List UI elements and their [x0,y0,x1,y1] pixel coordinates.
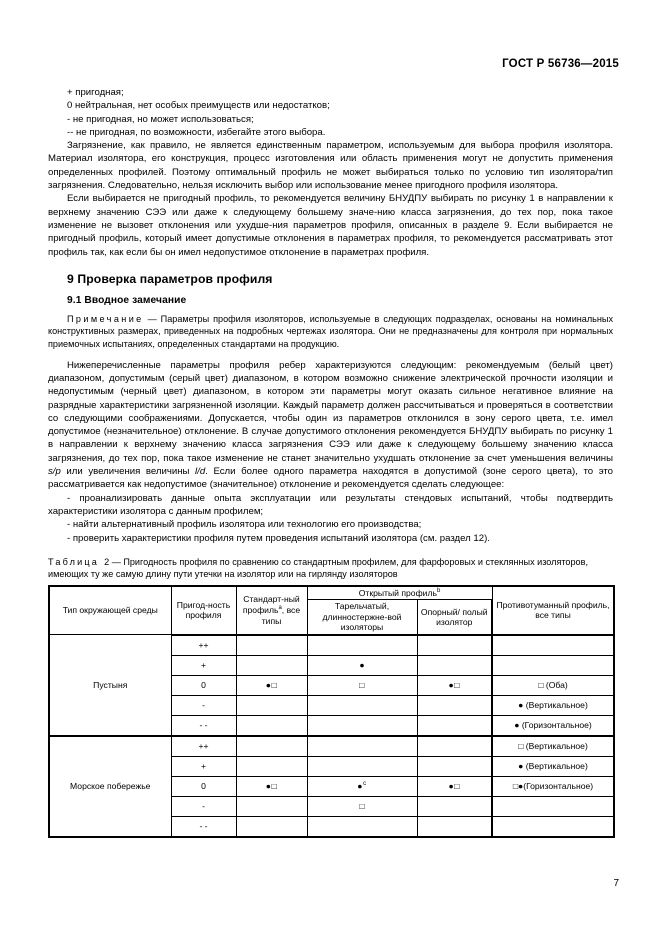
rating-legend-item-0: + пригодная; [67,87,124,98]
cell-standard-profile: ●□ [236,776,307,796]
footnote-marker-c: c [363,781,367,788]
cell-rating: - [171,695,236,715]
header-standard-profile-text: Стандарт-ный профиль [242,594,300,615]
header-env-type: Тип окружающей среды [49,586,171,635]
footnote-marker-a: a [278,605,282,612]
cell-cap-long-rod [307,816,417,837]
cell-post-hollow [417,816,492,837]
table-caption-text: — Пригодность профиля по сравнению со стандартным профилем, для фарфоровых и стеклянных изоляторов, имеющих ту же самую длину пути утечки на изолятор или на гирлянду изоляторов [48,556,588,580]
rating-legend-item-1: 0 нейтральная, нет особых преимуществ или недостатков; [67,100,330,112]
table-row [49,736,614,757]
cell-env-sea-coast: Морское побережье [49,736,171,837]
cell-antifog: □●(Горизонтальное) [492,776,614,796]
cell-antifog [492,796,614,816]
table-profile-suitability [48,585,615,838]
cell-cap-long-rod: ● [307,655,417,675]
cell-rating: 0 [171,675,236,695]
header-antifog-profile: Противотуманный профиль, все типы [492,586,614,635]
cell-standard-profile [236,796,307,816]
variable-l-over-d: l/d [195,466,206,478]
paragraph-pollution-parameter: Загрязнение, как правило, не является единственным параметром, используемым для выбора профиля изолятора. Материал изолятора, его конструкция, процесс изготовления или область применения могут не допустить применения определенных профилей. Поэтому оптимальный профиль не может выбираться только по условию тип изолятора/тип загрязнения. Следовательно, нельзя исключить выбор или использование менее пригодного профиля изолятора. [48,140,613,192]
cell-cap-long-rod [307,756,417,776]
recommendation-bullet-1: - найти альтернативный профиль изолятора или технологию его производства; [67,519,422,531]
cell-cap-marker: ● [357,781,364,792]
cell-post-hollow [417,736,492,757]
cell-cap-long-rod: □ [307,796,417,816]
header-cap-and-long-rod: Тарельчатый, длинностержне-вой изоляторы [307,600,417,635]
note-label: Примечание [67,313,144,324]
cell-cap-long-rod [307,635,417,656]
cell-rating: 0 [171,776,236,796]
cell-standard-profile [236,736,307,757]
cell-post-hollow [417,796,492,816]
header-suitability: Пригод-ность профиля [171,586,236,635]
recommendation-bullet-0: - проанализировать данные опыта эксплуатации или результаты стендовых испытаний, чтобы подтвердить характеристики изолятора с данным профилем; [48,492,613,517]
cell-standard-profile [236,655,307,675]
cell-antifog: ● (Горизонтальное) [492,715,614,736]
page-header-standard: ГОСТ Р 56736—2015 [502,58,619,70]
cell-antifog: □ (Вертикальное) [492,736,614,757]
header-post-hollow: Опорный/ полый изолятор [417,600,492,635]
cell-rating: + [171,756,236,776]
note-block [48,313,613,351]
table-row [49,635,614,656]
cell-cap-long-rod: □ [307,675,417,695]
cell-post-hollow [417,695,492,715]
cell-standard-profile [236,635,307,656]
table-2-caption [48,556,613,581]
header-open-profile [307,586,492,600]
table-header-row-1 [49,586,614,600]
paragraph-part-a: Нижеперечисленные параметры профиля ребер характеризуются следующим: рекомендуемым (белый цвет) диапазоном, допустимым (серый цвет) диапазоном, в котором возможно снижение электрической прочности изоляции и недопустимым (черный цвет) диапазоном, в котором эти параметры могут оказать сильное негативное влияние на разрядные характеристики загрязненной изоляции. Каждый параметр должен рассчитываться и проверяться в соответствии со следующими соображениями. Допускается, чтобы один из параметров отклонился в зону серого цвета, т.е. имел допустимое (незначительное) отклонение. В случае допустимого отклонения рекомендуется БНУДПУ выбирать по рисунку 1 в направлении к верхнему значению класса загрязнения СЭЭ или даже к следующему большему значению класса загрязнения, до тех пор, пока такое изменение не станет значительно ухудшать отклонение за счет уменьшения величины [48,359,613,464]
cell-antifog: ● (Вертикальное) [492,695,614,715]
variable-s-over-p: s/p [48,466,61,478]
rating-legend-item-2: - не пригодная, но может использоваться; [67,113,254,125]
note-text: — Параметры профиля изоляторов, используемые в следующих подразделах, основаны на номинальных конструктивных размерах, приведенных на подробных чертежах изолятора. Они не предназначены для контроля при нормальных приемочных испытаниях, определенных стандартами на продукцию. [48,313,613,350]
cell-rating: ++ [171,635,236,656]
cell-standard-profile [236,816,307,837]
paragraph-unsuitable-profile: Если выбирается не пригодный профиль, то рекомендуется величину БНУДПУ выбирать по рисунку 1 в направлении к верхнему значению СЭЭ или даже к следующему большему значе-нию класса загрязнения, до тех пор, пока такое изменение не вызовет отклонения или ухудше-ния параметров профиля, описанных в разделе 9. Если выбирается не пригодный профиль, который имеет допустимые отклонения в параметрах профиля, то рекомендуется рассматривать этот профиль так, как если бы он имел недопустимое отклонение в параметрах профиля. [48,193,613,258]
paragraph-part-c: . Если более одного параметра находятся в допустимой (зоне серого цвета), то это рассматривается как недопустимое (значительное) отклонение и рекомендуется сделать следующее: [48,466,614,491]
cell-standard-profile: ●□ [236,675,307,695]
page-number: 7 [613,878,619,889]
cell-post-hollow [417,715,492,736]
cell-post-hollow: ●□ [417,776,492,796]
cell-rating: - - [171,715,236,736]
cell-antifog [492,655,614,675]
cell-env-desert: Пустыня [49,635,171,736]
cell-cap-long-rod [307,776,417,796]
header-standard-profile [236,586,307,635]
table-body [49,635,614,837]
cell-antifog [492,816,614,837]
cell-cap-long-rod [307,736,417,757]
table-head [49,586,614,635]
cell-antifog: □ (Оба) [492,675,614,695]
cell-standard-profile [236,695,307,715]
rating-legend-item-3: -- не пригодная, по возможности, избегайте этого выбора. [67,126,326,138]
cell-standard-profile [236,715,307,736]
section-9-heading: 9 Проверка параметров профиля [67,271,273,286]
cell-rating: - - [171,816,236,837]
paragraph-part-b: или увеличения величины [60,466,196,478]
cell-rating: ++ [171,736,236,757]
section-9-1-heading: 9.1 Вводное замечание [67,294,187,306]
cell-post-hollow: ●□ [417,675,492,695]
cell-rating: - [171,796,236,816]
cell-antifog: ● (Вертикальное) [492,756,614,776]
cell-standard-profile [236,756,307,776]
cell-rating: + [171,655,236,675]
cell-post-hollow [417,635,492,656]
cell-post-hollow [417,655,492,675]
cell-cap-long-rod [307,695,417,715]
paragraph-rib-profile-parameters [48,359,613,492]
footnote-marker-b: b [436,587,441,594]
table-caption-label: Таблица [48,556,100,567]
cell-cap-long-rod [307,715,417,736]
cell-antifog [492,635,614,656]
recommendation-bullet-2: - проверить характеристики профиля путем проведения испытаний изолятора (см. раздел 12). [67,532,490,544]
header-open-profile-text: Открытый профиль [358,587,437,598]
document-content [48,86,613,838]
header-standard-profile-tail: , все типы [261,605,301,626]
table-caption-number: 2 [104,556,110,567]
cell-post-hollow [417,756,492,776]
